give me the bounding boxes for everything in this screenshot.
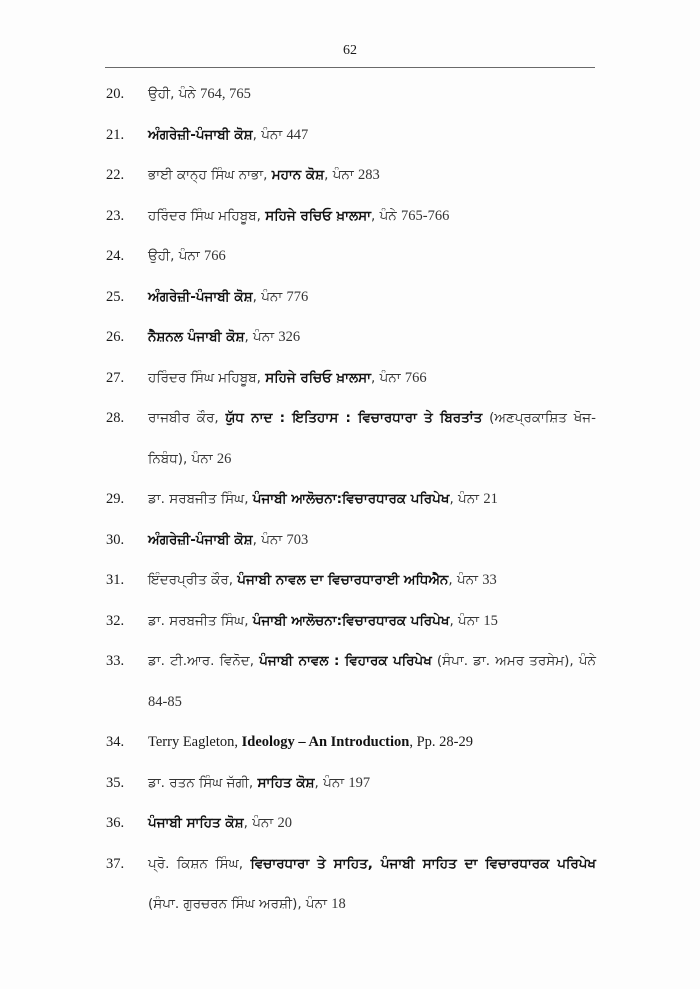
endnote-segment: , ਪੰਨਾ xyxy=(252,288,287,305)
endnote-text xyxy=(148,358,596,399)
endnote-segment: ਉਹੀ, ਪੰਨਾ xyxy=(148,248,204,264)
endnote-item xyxy=(106,844,596,925)
endnote-page-ref: 766 xyxy=(204,248,226,264)
endnote-item xyxy=(106,601,596,642)
endnote-page-ref: 765-766 xyxy=(401,207,450,224)
endnote-segment: ਡਾ. ਰਤਨ ਸਿੰਘ ਜੱਗੀ, xyxy=(148,774,258,791)
endnote-title: ਪੰਜਾਬੀ ਸਾਹਿਤ ਕੋਸ਼ xyxy=(148,815,244,831)
endnote-page-ref: 26 xyxy=(216,450,232,467)
endnote-page-ref: 776 xyxy=(286,288,309,305)
endnote-text xyxy=(148,277,596,318)
endnote-number: 21. xyxy=(106,126,125,143)
endnote-text xyxy=(148,560,596,601)
endnote-text xyxy=(148,115,596,156)
endnote-segment: ਉਹੀ, ਪੰਨੇ xyxy=(148,86,201,102)
endnote-page-ref: 20 xyxy=(277,815,292,831)
endnote-segment: , ਪੰਨੇ xyxy=(370,207,402,224)
endnote-title: ਅੰਗਰੇਜ਼ੀ-ਪੰਜਾਬੀ ਕੋਸ਼ xyxy=(148,126,253,143)
endnote-item xyxy=(106,358,596,399)
endnote-title: ਯੁੱਧ ਨਾਦ : ਇਤਿਹਾਸ : ਵਿਚਾਰਧਾਰਾ ਤੇ ਬਿਰਤਾਂਤ xyxy=(225,410,483,426)
endnote-segment: ਇੰਦਰਪ੍ਰੀਤ ਕੌਰ, xyxy=(148,572,238,588)
endnote-item xyxy=(106,74,596,115)
endnote-segment: , ਪੰਨਾ xyxy=(448,572,483,588)
endnote-number: 23. xyxy=(106,207,125,224)
endnote-segment: , ਪੰਨਾ xyxy=(449,612,484,629)
endnote-number: 35. xyxy=(106,774,125,791)
endnote-title: ਸਾਹਿਤ ਕੋਸ਼ xyxy=(257,774,315,791)
endnote-number: 31. xyxy=(106,572,125,588)
endnote-page-ref: 15 xyxy=(483,612,498,629)
endnote-page-ref: 18 xyxy=(331,896,346,912)
endnote-text xyxy=(148,74,596,115)
endnote-title: ਪੰਜਾਬੀ ਆਲੋਚਨਾ:ਵਿਚਾਰਧਾਰਕ ਪਰਿਪੇਖ xyxy=(252,612,450,629)
endnote-page-ref: 447 xyxy=(286,126,309,143)
endnote-segment: (ਅਣਪ੍ਰਕਾਸ਼ਿਤ ਖੋਜ-ਨਿਬੰਧ), ਪੰਨਾ xyxy=(148,410,596,467)
endnote-text xyxy=(148,722,596,763)
endnote-item xyxy=(106,236,596,277)
endnote-number: 29. xyxy=(106,491,125,507)
endnote-segment: , ਪੰਨਾ xyxy=(324,167,358,183)
endnote-title: ਨੈਸ਼ਨਲ ਪੰਜਾਬੀ ਕੋਸ਼ xyxy=(148,329,245,345)
endnote-title: ਸਹਿਜੇ ਰਚਿਓ ਖ਼ਾਲਸਾ xyxy=(265,369,371,386)
endnote-page-ref: 197 xyxy=(348,774,371,791)
endnote-page-ref: 84-85 xyxy=(148,693,182,710)
endnote-number: 27. xyxy=(106,369,125,386)
endnote-segment: ਡਾ. ਸਰਬਜੀਤ ਸਿੰਘ, xyxy=(148,612,253,629)
endnote-text xyxy=(148,479,596,520)
endnote-number: 25. xyxy=(106,288,125,305)
endnote-item xyxy=(106,520,596,561)
endnote-title: ਪੰਜਾਬੀ ਨਾਵਲ ਦਾ ਵਿਚਾਰਧਾਰਾਈ ਅਧਿਐਨ xyxy=(237,572,449,588)
endnote-text xyxy=(148,763,596,804)
endnote-segment: , ਪੰਨਾ xyxy=(449,491,484,507)
endnote-segment: (ਸੰਪਾ. ਗੁਰਚਰਨ ਸਿੰਘ ਅਰਸ਼ੀ), ਪੰਨਾ xyxy=(148,896,332,912)
endnote-item xyxy=(106,196,596,237)
endnote-title: ਪੰਜਾਬੀ ਆਲੋਚਨਾ:ਵਿਚਾਰਧਾਰਕ ਪਰਿਪੇਖ xyxy=(252,491,450,507)
endnote-text xyxy=(148,398,596,479)
endnote-text xyxy=(148,641,596,722)
endnote-item xyxy=(106,277,596,318)
endnote-text xyxy=(148,236,596,277)
endnote-title: ਅੰਗਰੇਜ਼ੀ-ਪੰਜਾਬੀ ਕੋਸ਼ xyxy=(148,531,253,548)
endnote-text xyxy=(148,317,596,358)
endnote-number: 20. xyxy=(106,86,125,102)
endnote-number: 32. xyxy=(106,612,125,629)
endnote-number: 22. xyxy=(106,167,125,183)
endnote-item xyxy=(106,317,596,358)
endnote-segment: ਪ੍ਰੋ. ਕਿਸ਼ਨ ਸਿੰਘ, xyxy=(148,855,251,872)
endnote-text xyxy=(148,520,596,561)
endnote-title: ਵਿਚਾਰਧਾਰਾ ਤੇ ਸਾਹਿਤ, ਪੰਜਾਬੀ ਸਾਹਿਤ ਦਾ ਵਿਚਾਰਧਾਰਕ ਪਰਿਪੇਖ xyxy=(250,855,596,872)
endnote-text xyxy=(148,844,596,925)
endnote-item xyxy=(106,803,596,844)
endnote-page-ref: 283 xyxy=(358,167,380,183)
endnote-number: 28. xyxy=(106,410,125,426)
endnote-segment: , ਪੰਨਾ xyxy=(244,329,279,345)
endnote-item xyxy=(106,722,596,763)
endnote-number: 26. xyxy=(106,329,125,345)
endnote-title: ਸਹਿਜੇ ਰਚਿਓ ਖ਼ਾਲਸਾ xyxy=(265,207,371,224)
endnote-segment: ਹਰਿੰਦਰ ਸਿੰਘ ਮਹਿਬੂਬ, xyxy=(148,369,266,386)
endnote-segment: , ਪੰਨਾ xyxy=(243,815,278,831)
endnote-segment: , Pp. 28-29 xyxy=(409,734,473,750)
endnote-title: Ideology – An Introduction xyxy=(241,734,410,750)
endnote-number: 36. xyxy=(106,815,125,831)
page-number: 62 xyxy=(343,43,357,58)
endnote-text xyxy=(148,196,596,237)
endnote-number: 30. xyxy=(106,531,125,548)
endnote-segment: , ਪੰਨਾ xyxy=(370,369,405,386)
endnote-segment: Terry Eagleton, xyxy=(148,734,242,750)
endnote-number: 24. xyxy=(106,248,125,264)
endnote-segment: ਡਾ. ਟੀ.ਆਰ. ਵਿਨੋਦ, xyxy=(148,653,260,669)
endnote-segment: , ਪੰਨਾ xyxy=(252,126,287,143)
endnote-segment: , ਪੰਨਾ xyxy=(314,774,349,791)
endnote-text xyxy=(148,155,596,196)
endnote-title: ਮਹਾਨ ਕੋਸ਼ xyxy=(271,167,325,183)
endnote-page-ref: 764, 765 xyxy=(200,86,251,102)
endnote-page-ref: 766 xyxy=(404,369,427,386)
header-divider xyxy=(105,67,595,68)
endnote-segment: ਰਾਜਬੀਰ ਕੌਰ, xyxy=(148,410,226,426)
endnote-segment: ਡਾ. ਸਰਬਜੀਤ ਸਿੰਘ, xyxy=(148,491,253,507)
endnote-item xyxy=(106,763,596,804)
endnote-title: ਅੰਗਰੇਜ਼ੀ-ਪੰਜਾਬੀ ਕੋਸ਼ xyxy=(148,288,253,305)
endnote-page-ref: 21 xyxy=(483,491,498,507)
endnote-item xyxy=(106,479,596,520)
endnote-page-ref: 33 xyxy=(482,572,497,588)
endnote-segment: ਹਰਿੰਦਰ ਸਿੰਘ ਮਹਿਬੂਬ, xyxy=(148,207,266,224)
endnote-title: ਪੰਜਾਬੀ ਨਾਵਲ : ਵਿਹਾਰਕ ਪਰਿਪੇਖ xyxy=(259,653,432,669)
endnote-text xyxy=(148,803,596,844)
endnotes-list xyxy=(106,74,596,925)
endnote-text xyxy=(148,601,596,642)
endnote-segment: , ਪੰਨਾ xyxy=(252,531,287,548)
endnote-number: 37. xyxy=(106,855,125,872)
endnote-item xyxy=(106,560,596,601)
endnote-page-ref: 703 xyxy=(286,531,309,548)
endnote-segment: (ਸੰਪਾ. ਡਾ. ਅਮਰ ਤਰਸੇਮ), ਪੰਨੇ xyxy=(431,653,596,669)
endnote-item xyxy=(106,641,596,722)
endnote-item xyxy=(106,115,596,156)
endnote-segment: ਭਾਈ ਕਾਨ੍ਹ ਸਿੰਘ ਨਾਭਾ, xyxy=(148,167,272,183)
endnote-item xyxy=(106,398,596,479)
endnote-number: 33. xyxy=(106,653,125,669)
endnote-item xyxy=(106,155,596,196)
endnote-page-ref: 326 xyxy=(278,329,301,345)
endnote-number: 34. xyxy=(106,734,125,750)
